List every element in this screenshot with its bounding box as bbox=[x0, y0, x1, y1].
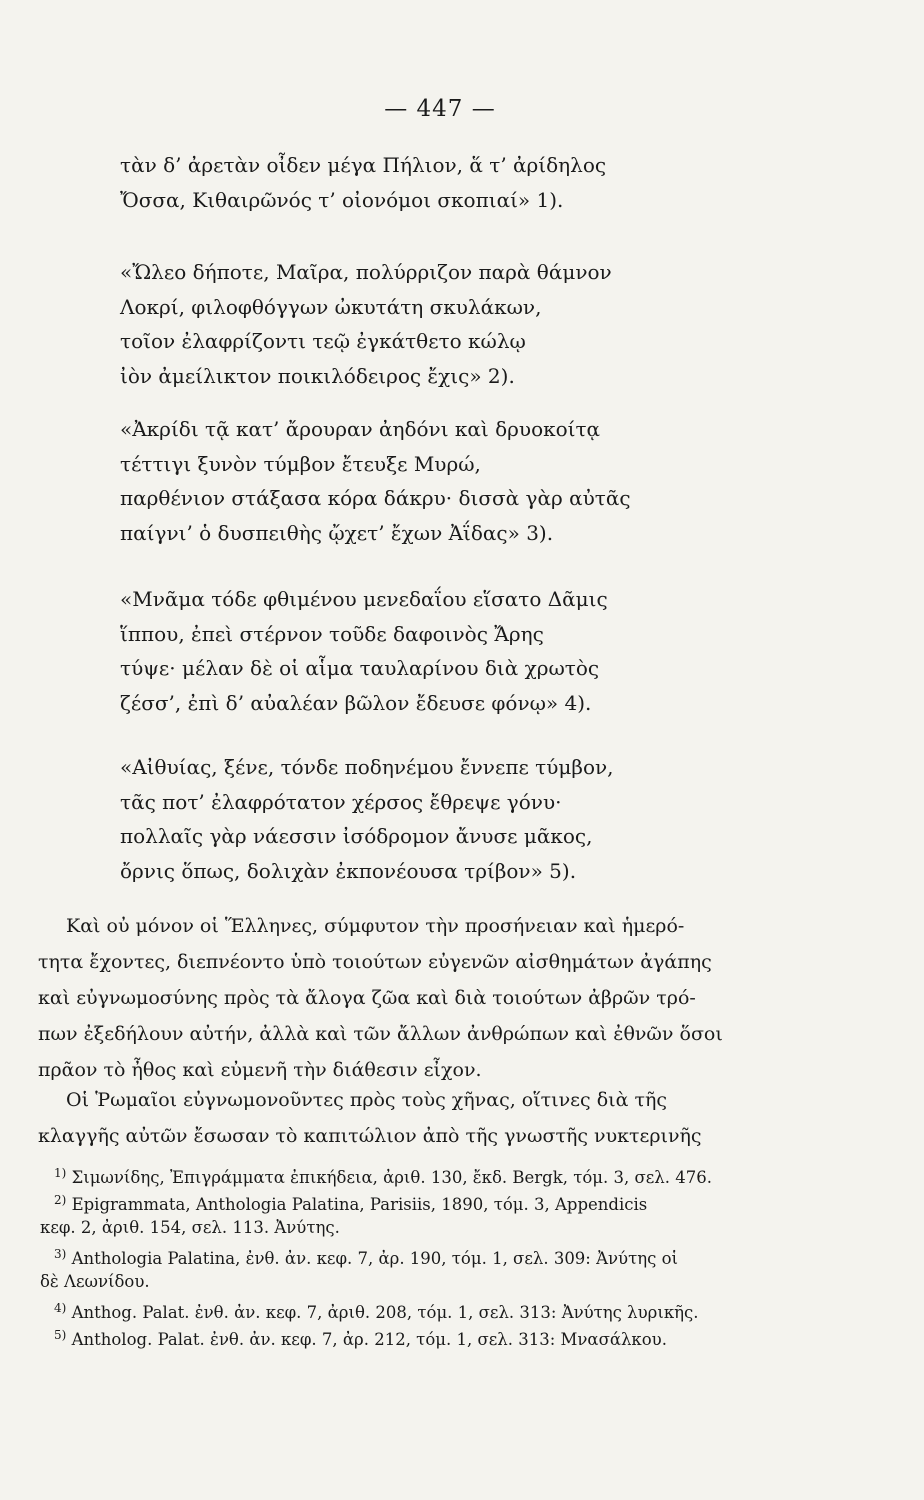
epigram-4 bbox=[120, 582, 680, 720]
footnote-1 bbox=[40, 1160, 760, 1187]
footnote-text: Antholog. Palat. ἐνθ. ἀν. κεφ. 7, ἀρ. 212, τόμ. 1, σελ. 313: Μνασάλκου. bbox=[71, 1330, 667, 1349]
footnote-2-cont bbox=[40, 1214, 760, 1241]
footnote-mark: 4) bbox=[54, 1301, 67, 1315]
verse-line: ἰὸν ἀμείλικτον ποικιλόδειρος ἔχις» 2). bbox=[120, 363, 515, 388]
footnote-5 bbox=[40, 1322, 760, 1349]
footnote-4 bbox=[40, 1295, 760, 1322]
paragraph-line: κλαγγῆς αὐτῶν ἔσωσαν τὸ καπιτώλιον ἀπὸ τῆς γνωστῆς νυκτερινῆς bbox=[38, 1125, 702, 1147]
verse-line: ζέσσ’, ἐπὶ δ’ αὐαλέαν βῶλον ἔδευσε φόνῳ» 4). bbox=[120, 690, 592, 715]
footnote-mark: 3) bbox=[54, 1247, 67, 1261]
footnote-mark: 1) bbox=[54, 1166, 67, 1180]
page-number: — 447 — bbox=[384, 96, 496, 122]
paragraph-line: Οἱ Ῥωμαῖοι εὐγνωμονοῦντες πρὸς τοὺς χῆνας, οἵτινες διὰ τῆς bbox=[66, 1089, 668, 1111]
epigram-2 bbox=[120, 255, 680, 393]
verse-line: τᾶς ποτ’ ἐλαφρότατον χέρσος ἔθρεψε γόνυ· bbox=[120, 789, 562, 814]
paragraph-2 bbox=[38, 1082, 738, 1154]
verse-line: τύψε· μέλαν δὲ οἱ αἷμα ταυλαρίνου διὰ χρωτὸς bbox=[120, 656, 600, 680]
footnote-mark: 2) bbox=[54, 1193, 67, 1207]
verse-line: «Ὤλεο δήποτε, Μαῖρα, πολύρριζον παρὰ θάμνον bbox=[120, 260, 612, 284]
footnote-text: Σιμωνίδης, Ἐπιγράμματα ἐπικήδεια, ἀριθ. 130, ἔκδ. Bergk, τόμ. 3, σελ. 476. bbox=[71, 1168, 712, 1187]
verse-line: «Μνᾶμα τόδε φθιμένου μενεδαΐου εἵσατο Δᾶμις bbox=[120, 587, 608, 611]
footnote-text: Anthologia Palatina, ἐνθ. ἀν. κεφ. 7, ἀρ. 190, τόμ. 1, σελ. 309: Ἀνύτης οἱ bbox=[71, 1249, 678, 1268]
footnote-3-cont bbox=[40, 1268, 760, 1295]
paragraph-line: καὶ εὐγνωμοσύνης πρὸς τὰ ἄλογα ζῶα καὶ διὰ τοιούτων ἀβρῶν τρό- bbox=[38, 987, 696, 1009]
footnote-text: Anthog. Palat. ἐνθ. ἀν. κεφ. 7, ἀριθ. 208, τόμ. 1, σελ. 313: Ἀνύτης λυρικῆς. bbox=[71, 1303, 699, 1322]
paragraph-line: πων ἐξεδήλουν αὐτήν, ἀλλὰ καὶ τῶν ἄλλων ἀνθρώπων καὶ ἐθνῶν ὅσοι bbox=[38, 1023, 723, 1045]
paragraph-line: τητα ἔχοντες, διεπνέοντο ὑπὸ τοιούτων εὐγενῶν αἰσθημάτων ἀγάπης bbox=[38, 951, 712, 973]
verse-line: τὰν δ’ ἀρετὰν οἶδεν μέγα Πήλιον, ἅ τ’ ἀρίδηλος bbox=[120, 153, 607, 177]
verse-line: παρθένιον στάξασα κόρα δάκρυ· δισσὰ γὰρ αὐτᾶς bbox=[120, 486, 631, 510]
footnote-3 bbox=[40, 1241, 760, 1268]
epigram-1 bbox=[120, 148, 680, 217]
footnotes bbox=[40, 1160, 760, 1349]
verse-line: παίγνι’ ὁ δυσπειθὴς ᾤχετ’ ἔχων Ἀΐδας» 3). bbox=[120, 520, 554, 545]
verse-line: ὄρνις ὅπως, δολιχὰν ἐκπονέουσα τρίβον» 5). bbox=[120, 858, 577, 883]
footnote-text: Epigrammata, Anthologia Palatina, Parisiis, 1890, τόμ. 3, Appendicis bbox=[71, 1195, 648, 1214]
verse-line: «Ἀκρίδι τᾷ κατ’ ἄρουραν ἀηδόνι καὶ δρυοκοίτᾳ bbox=[120, 417, 601, 441]
verse-line: τέττιγι ξυνὸν τύμβον ἔτευξε Μυρώ, bbox=[120, 451, 481, 476]
footnote-mark: 5) bbox=[54, 1328, 67, 1342]
epigram-5 bbox=[120, 750, 680, 888]
paragraph-line: πρᾶον τὸ ἦθος καὶ εὐμενῆ τὴν διάθεσιν εἶχον. bbox=[38, 1059, 482, 1081]
verse-line: Λοκρί, φιλοφθόγγων ὠκυτάτη σκυλάκων, bbox=[120, 294, 542, 319]
verse-line: τοῖον ἐλαφρίζοντι τεῷ ἐγκάτθετο κώλῳ bbox=[120, 329, 526, 353]
paragraph-line: Καὶ οὐ μόνον οἱ Ἕλληνες, σύμφυτον τὴν προσήνειαν καὶ ἡμερό- bbox=[66, 915, 685, 937]
epigram-3 bbox=[120, 412, 680, 550]
paragraph-1 bbox=[38, 908, 738, 1088]
verse-line: πολλαῖς γὰρ νάεσσιν ἰσόδρομον ἄνυσε μᾶκος, bbox=[120, 824, 593, 848]
verse-line: «Αἰθυίας, ξένε, τόνδε ποδηνέμου ἔννεπε τύμβον, bbox=[120, 755, 614, 779]
verse-line: ἵππου, ἐπεὶ στέρνον τοῦδε δαφοινὸς Ἄρης bbox=[120, 621, 544, 646]
footnote-2 bbox=[40, 1187, 760, 1214]
footnote-text: κεφ. 2, ἀριθ. 154, σελ. 113. Ἀνύτης. bbox=[40, 1218, 340, 1237]
footnote-text: δὲ Λεωνίδου. bbox=[40, 1272, 150, 1291]
verse-line: Ὄσσα, Κιθαιρῶνός τ’ οἰονόμοι σκοπιαί» 1). bbox=[120, 187, 564, 212]
